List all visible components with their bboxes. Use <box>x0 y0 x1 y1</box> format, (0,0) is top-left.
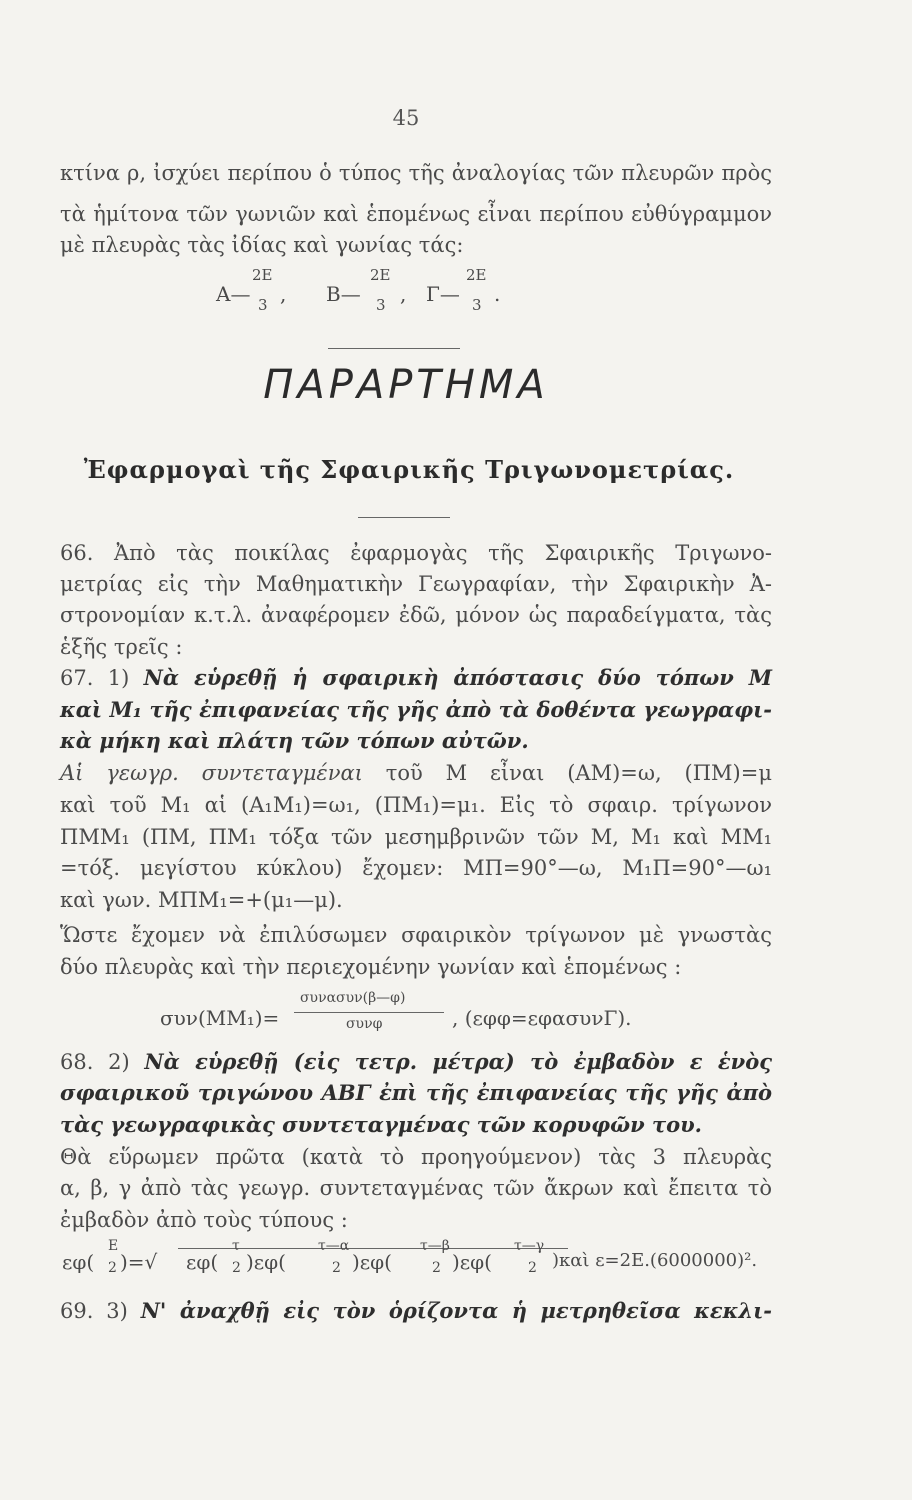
formula-part: εφ( <box>186 1250 219 1274</box>
formula-lhs: συν(ΜΜ₁)= <box>160 1006 280 1030</box>
formula-numerator: Ε <box>108 1238 119 1254</box>
text-line: ἑξῆς τρεῖς : <box>60 635 183 659</box>
text-line: ΠΜΜ₁ (ΠΜ, ΠΜ₁ τόξα τῶν μεσημβρινῶν τῶν Μ, Μ₁ καὶ ΜΜ₁ <box>60 825 772 849</box>
problem-number: 69. 3) <box>60 1299 128 1323</box>
formula-numerator: τ <box>232 1238 240 1254</box>
formula-numerator: τ—γ <box>514 1238 545 1254</box>
section-divider <box>328 348 460 349</box>
problem-number: 67. 1) <box>60 666 130 690</box>
text-line: τὰ ἡμίτονα τῶν γωνιῶν καὶ ἑπομένως εἶναι περίπου εὐθύγραμμον <box>60 202 772 226</box>
formula-term: Β— <box>326 282 361 306</box>
formula-term: Α— <box>216 282 251 306</box>
text-line: =τόξ. μεγίστου κύκλου) ἔχομεν: ΜΠ=90°—ω, Μ₁Π=90°—ω₁ <box>60 856 772 880</box>
problem-number: 68. 2) <box>60 1050 130 1074</box>
text-line: καὶ γων. ΜΠΜ₁=+(μ₁—μ). <box>60 888 343 912</box>
formula-separator: . <box>494 282 501 306</box>
formula-separator: , <box>400 282 407 306</box>
formula-part: )καὶ ε=2Ε.(6000000)². <box>552 1250 758 1271</box>
text-line <box>60 1296 772 1326</box>
fraction-bar <box>294 1012 444 1013</box>
formula-denominator: 2 <box>232 1260 241 1276</box>
formula-part: )=√ <box>120 1250 158 1274</box>
text-line: ἐμβαδὸν ἀπὸ τοὺς τύπους : <box>60 1208 348 1232</box>
text-line: καὶ τοῦ Μ₁ αἱ (Α₁Μ₁)=ω₁, (ΠΜ₁)=μ₁. Εἰς τὸ σφαιρ. τρίγωνον <box>60 793 772 817</box>
formula-denominator: 2 <box>108 1260 117 1276</box>
text-line: Ὥστε ἔχομεν νὰ ἐπιλύσωμεν σφαιρικὸν τρίγωνον μὲ γνωστὰς <box>60 923 772 947</box>
text-span: τοῦ Μ εἶναι (ΑΜ)=ω, (ΠΜ)=μ <box>385 761 772 785</box>
formula-denominator: 3 <box>376 296 386 314</box>
formula-denominator: 3 <box>472 296 482 314</box>
problem-statement: καὶ Μ₁ τῆς ἐπιφανείας τῆς γῆς ἀπὸ τὰ δοθέντα γεωγραφι- <box>60 697 772 722</box>
appendix-subtitle: Ἐφαρμογαὶ τῆς Σφαιρικῆς Τριγωνομετρίας. <box>83 455 735 484</box>
formula-part: )εφ( <box>452 1250 492 1274</box>
formula-denominator: 2 <box>528 1260 537 1276</box>
formula-denominator: 2 <box>332 1260 341 1276</box>
text-line: δύο πλευρὰς καὶ τὴν περιεχομένην γωνίαν καὶ ἑπομένως : <box>60 955 682 979</box>
text-line <box>60 1047 772 1077</box>
text-line: 66. Ἀπὸ τὰς ποικίλας ἐφαρμογὰς τῆς Σφαιρικῆς Τριγωνο- <box>60 541 772 565</box>
problem-statement: Ν' ἀναχθῇ εἰς τὸν ὁρίζοντα ἡ μετρηθεῖσα κεκλι- <box>140 1298 772 1323</box>
text-line: μὲ πλευρὰς τὰς ἰδίας καὶ γωνίας τάς: <box>60 233 464 257</box>
formula-separator: , <box>280 282 287 306</box>
formula-part: )εφ( <box>246 1250 286 1274</box>
text-line: στρονομίαν κ.τ.λ. ἀναφέρομεν ἐδῶ, μόνον ὡς παραδείγματα, τὰς <box>60 603 772 627</box>
formula-numerator: τ—α <box>318 1238 350 1254</box>
formula-distance <box>160 1006 279 1030</box>
formula-numerator: 2Ε <box>370 266 391 284</box>
formula-denominator: συνφ <box>346 1016 383 1032</box>
formula-numerator: 2Ε <box>466 266 487 284</box>
formula-numerator: συνασυν(β—φ) <box>300 990 406 1006</box>
text-line: κτίνα ρ, ἰσχύει περίπου ὁ τύπος τῆς ἀναλογίας τῶν πλευρῶν πρὸς <box>60 161 772 185</box>
appendix-title: ΠΑΡΑΡΤΗΜΑ <box>263 362 549 408</box>
problem-statement: σφαιρικοῦ τριγώνου ΑΒΓ ἐπὶ τῆς ἐπιφανείας τῆς γῆς ἀπὸ <box>60 1080 772 1105</box>
formula-part: εφ( <box>62 1250 95 1274</box>
formula-numerator: τ—β <box>420 1238 450 1254</box>
problem-statement: κὰ μήκη καὶ πλάτη τῶν τόπων αὐτῶν. <box>60 728 529 753</box>
formula-term: Γ— <box>426 282 460 306</box>
page-number: 45 <box>392 106 420 130</box>
text-italic: Αἱ γεωγρ. συντεταγμέναι <box>60 761 363 785</box>
section-divider <box>358 517 450 518</box>
formula-numerator: 2Ε <box>252 266 273 284</box>
text-line: μετρίας εἰς τὴν Μαθηματικὴν Γεωγραφίαν, τὴν Σφαιρικὴν Ἀ- <box>60 572 772 596</box>
formula-denominator: 2 <box>432 1260 441 1276</box>
formula-rhs: , (εφφ=εφασυνΓ). <box>452 1006 632 1030</box>
text-line <box>60 758 772 788</box>
problem-statement: τὰς γεωγραφικὰς συντεταγμένας τῶν κορυφῶν του. <box>60 1112 702 1137</box>
problem-statement: Νὰ εὑρεθῇ ἡ σφαιρικὴ ἀπόστασις δύο τόπων Μ <box>143 665 772 690</box>
text-line <box>60 663 772 693</box>
text-line: α, β, γ ἀπὸ τὰς γεωγρ. συντεταγμένας τῶν ἄκρων καὶ ἔπειτα τὸ <box>60 1176 772 1200</box>
text-line: Θὰ εὕρωμεν πρῶτα (κατὰ τὸ προηγούμενον) τὰς 3 πλευρὰς <box>60 1145 772 1169</box>
formula-denominator: 3 <box>258 296 268 314</box>
angles-formula <box>210 266 550 326</box>
formula-part: )εφ( <box>352 1250 392 1274</box>
problem-statement: Νὰ εὑρεθῇ (εἰς τετρ. μέτρα) τὸ ἐμβαδὸν ε ἑνὸς <box>144 1049 772 1074</box>
